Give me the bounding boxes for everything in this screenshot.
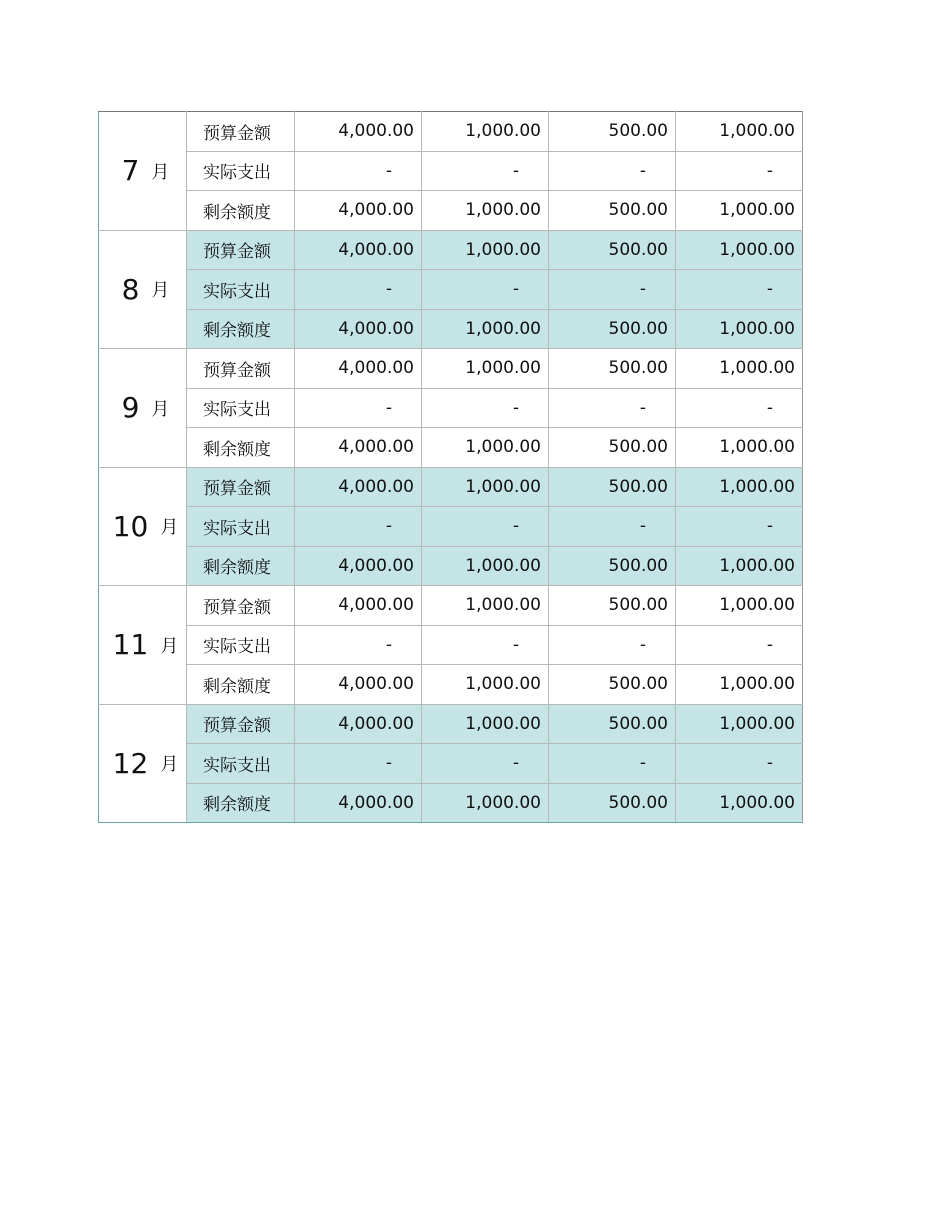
table-row bbox=[99, 191, 803, 231]
month-number: 10 bbox=[112, 509, 149, 543]
month-number: 8 bbox=[121, 272, 140, 306]
month-cell bbox=[99, 704, 187, 823]
value-cell: 1,000.00 bbox=[422, 349, 549, 389]
value-cell: - bbox=[422, 270, 549, 310]
value-cell: - bbox=[422, 151, 549, 191]
value-cell: 4,000.00 bbox=[295, 349, 422, 389]
value-cell: 4,000.00 bbox=[295, 428, 422, 468]
value-cell: - bbox=[676, 270, 803, 310]
value-cell: - bbox=[422, 507, 549, 547]
month-number: 7 bbox=[121, 154, 140, 188]
value-cell: 500.00 bbox=[549, 349, 676, 389]
table-row bbox=[99, 586, 803, 626]
table-row bbox=[99, 546, 803, 586]
value-cell: 1,000.00 bbox=[676, 665, 803, 705]
value-cell: 4,000.00 bbox=[295, 704, 422, 744]
value-cell: 1,000.00 bbox=[422, 783, 549, 823]
month-number: 12 bbox=[112, 746, 149, 780]
row-label: 预算金额 bbox=[187, 112, 295, 152]
value-cell: 1,000.00 bbox=[422, 112, 549, 152]
value-cell: 1,000.00 bbox=[676, 783, 803, 823]
value-cell: 500.00 bbox=[549, 665, 676, 705]
value-cell: 1,000.00 bbox=[676, 112, 803, 152]
value-cell: 1,000.00 bbox=[422, 428, 549, 468]
row-label: 剩余额度 bbox=[187, 428, 295, 468]
row-label: 实际支出 bbox=[187, 270, 295, 310]
value-cell: - bbox=[549, 151, 676, 191]
value-cell: - bbox=[295, 744, 422, 784]
table-row bbox=[99, 388, 803, 428]
table-row bbox=[99, 428, 803, 468]
month-cell bbox=[99, 467, 187, 586]
value-cell: - bbox=[295, 270, 422, 310]
value-cell: 1,000.00 bbox=[422, 665, 549, 705]
month-cell bbox=[99, 349, 187, 468]
row-label: 预算金额 bbox=[187, 349, 295, 389]
value-cell: 1,000.00 bbox=[676, 586, 803, 626]
value-cell: - bbox=[676, 744, 803, 784]
table-row bbox=[99, 230, 803, 270]
value-cell: 4,000.00 bbox=[295, 112, 422, 152]
value-cell: - bbox=[549, 625, 676, 665]
table-row bbox=[99, 309, 803, 349]
value-cell: 500.00 bbox=[549, 783, 676, 823]
value-cell: 500.00 bbox=[549, 467, 676, 507]
row-label: 实际支出 bbox=[187, 744, 295, 784]
value-cell: 500.00 bbox=[549, 704, 676, 744]
table-row bbox=[99, 507, 803, 547]
value-cell: 4,000.00 bbox=[295, 230, 422, 270]
row-label: 实际支出 bbox=[187, 507, 295, 547]
table-row bbox=[99, 112, 803, 152]
value-cell: - bbox=[676, 151, 803, 191]
value-cell: - bbox=[295, 625, 422, 665]
budget-table bbox=[98, 111, 803, 823]
value-cell: 1,000.00 bbox=[676, 704, 803, 744]
row-label: 剩余额度 bbox=[187, 783, 295, 823]
value-cell: 1,000.00 bbox=[676, 191, 803, 231]
value-cell: 4,000.00 bbox=[295, 309, 422, 349]
value-cell: 500.00 bbox=[549, 112, 676, 152]
row-label: 剩余额度 bbox=[187, 191, 295, 231]
value-cell: 1,000.00 bbox=[676, 428, 803, 468]
row-label: 预算金额 bbox=[187, 704, 295, 744]
table-row bbox=[99, 783, 803, 823]
value-cell: 500.00 bbox=[549, 230, 676, 270]
table-row bbox=[99, 467, 803, 507]
month-unit: 月 bbox=[160, 635, 179, 657]
row-label: 剩余额度 bbox=[187, 546, 295, 586]
month-cell bbox=[99, 112, 187, 231]
month-unit: 月 bbox=[151, 398, 170, 420]
table-row bbox=[99, 349, 803, 389]
table-row bbox=[99, 270, 803, 310]
table-row bbox=[99, 744, 803, 784]
month-unit: 月 bbox=[160, 517, 179, 539]
row-label: 剩余额度 bbox=[187, 665, 295, 705]
value-cell: 500.00 bbox=[549, 309, 676, 349]
value-cell: 4,000.00 bbox=[295, 467, 422, 507]
value-cell: - bbox=[676, 388, 803, 428]
row-label: 预算金额 bbox=[187, 467, 295, 507]
table-row bbox=[99, 625, 803, 665]
value-cell: 500.00 bbox=[549, 546, 676, 586]
table-row bbox=[99, 665, 803, 705]
row-label: 实际支出 bbox=[187, 625, 295, 665]
value-cell: 500.00 bbox=[549, 191, 676, 231]
value-cell: 1,000.00 bbox=[422, 191, 549, 231]
month-unit: 月 bbox=[151, 161, 170, 183]
value-cell: 4,000.00 bbox=[295, 191, 422, 231]
value-cell: 1,000.00 bbox=[422, 586, 549, 626]
value-cell: - bbox=[422, 625, 549, 665]
value-cell: - bbox=[676, 625, 803, 665]
value-cell: 500.00 bbox=[549, 586, 676, 626]
month-number: 11 bbox=[112, 628, 149, 662]
value-cell: - bbox=[549, 270, 676, 310]
row-label: 剩余额度 bbox=[187, 309, 295, 349]
row-label: 预算金额 bbox=[187, 586, 295, 626]
value-cell: 4,000.00 bbox=[295, 586, 422, 626]
value-cell: 1,000.00 bbox=[422, 546, 549, 586]
value-cell: 1,000.00 bbox=[422, 467, 549, 507]
value-cell: - bbox=[422, 388, 549, 428]
value-cell: 1,000.00 bbox=[676, 546, 803, 586]
value-cell: - bbox=[549, 507, 676, 547]
value-cell: - bbox=[422, 744, 549, 784]
table-row bbox=[99, 151, 803, 191]
value-cell: - bbox=[295, 388, 422, 428]
value-cell: - bbox=[549, 744, 676, 784]
value-cell: 1,000.00 bbox=[422, 230, 549, 270]
value-cell: 1,000.00 bbox=[676, 349, 803, 389]
value-cell: 1,000.00 bbox=[676, 309, 803, 349]
month-number: 9 bbox=[121, 391, 140, 425]
value-cell: 500.00 bbox=[549, 428, 676, 468]
row-label: 实际支出 bbox=[187, 151, 295, 191]
value-cell: 1,000.00 bbox=[422, 309, 549, 349]
value-cell: - bbox=[676, 507, 803, 547]
row-label: 实际支出 bbox=[187, 388, 295, 428]
value-cell: 1,000.00 bbox=[422, 704, 549, 744]
value-cell: 4,000.00 bbox=[295, 783, 422, 823]
month-unit: 月 bbox=[160, 754, 179, 776]
table-row bbox=[99, 704, 803, 744]
value-cell: - bbox=[295, 151, 422, 191]
value-cell: 1,000.00 bbox=[676, 467, 803, 507]
value-cell: - bbox=[549, 388, 676, 428]
value-cell: 4,000.00 bbox=[295, 546, 422, 586]
value-cell: 1,000.00 bbox=[676, 230, 803, 270]
month-cell bbox=[99, 586, 187, 705]
month-unit: 月 bbox=[151, 280, 170, 302]
value-cell: - bbox=[295, 507, 422, 547]
budget-table-body bbox=[99, 112, 803, 823]
month-cell bbox=[99, 230, 187, 349]
value-cell: 4,000.00 bbox=[295, 665, 422, 705]
row-label: 预算金额 bbox=[187, 230, 295, 270]
